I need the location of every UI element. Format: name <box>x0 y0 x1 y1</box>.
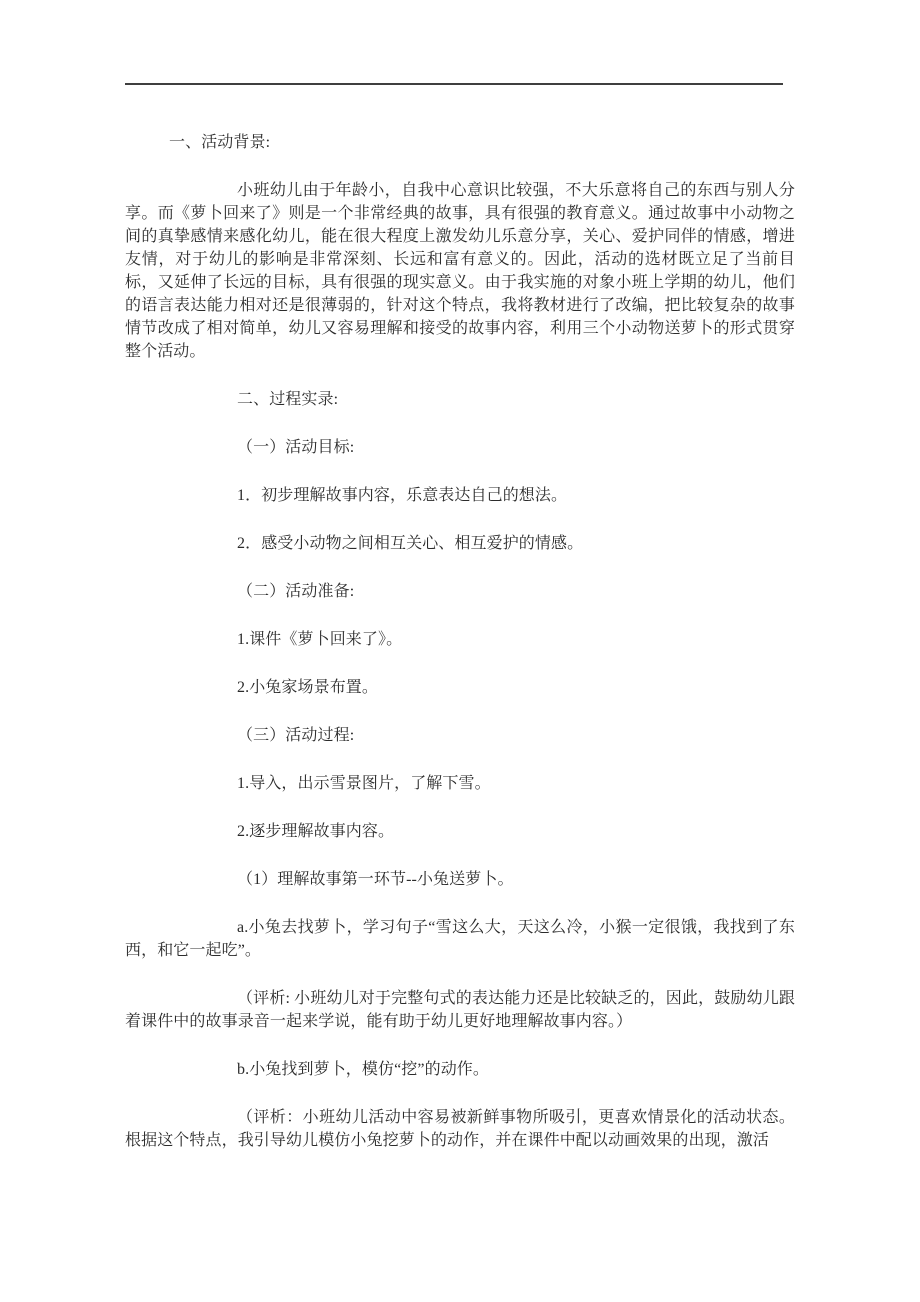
item-step-a: a.小兔去找萝卜，学习句子“雪这么大，天这么冷，小猴一定很饿，我找到了东西，和它一起吃”。 <box>125 919 795 959</box>
heading-activity-goals: （一）活动目标: <box>237 439 355 456</box>
para-commentary-2: （评析：小班幼儿活动中容易被新鲜事物所吸引，更喜欢情景化的活动状态。根据这个特点，我引导幼儿模仿小兔挖萝卜的动作，并在课件中配以动画效果的出现，激活 <box>125 1109 795 1149</box>
document-body <box>125 131 795 1177</box>
heading-activity-process: （三）活动过程: <box>237 727 355 744</box>
item-process-2: 2.逐步理解故事内容。 <box>237 823 395 840</box>
item-goal-2: 2．感受小动物之间相互关心、相互爱护的情感。 <box>237 535 584 552</box>
header-rule <box>125 83 783 85</box>
para-commentary-1: （评析: 小班幼儿对于完整句式的表达能力还是比较缺乏的，因此，鼓励幼儿跟着课件中的故事录音一起来学说，能有助于幼儿更好地理解故事内容。） <box>125 990 795 1030</box>
item-preparation-1: 1.课件《萝卜回来了》。 <box>237 631 403 648</box>
heading-activity-preparation: （二）活动准备: <box>237 583 355 600</box>
item-goal-1: 1．初步理解故事内容，乐意表达自己的想法。 <box>237 487 568 504</box>
heading-process-record: 二、过程实录: <box>237 391 339 408</box>
item-preparation-2: 2.小兔家场景布置。 <box>237 679 379 696</box>
heading-activity-background: 一、活动背景: <box>169 134 271 151</box>
item-process-1: 1.导入，出示雪景图片，了解下雪。 <box>237 775 491 792</box>
para-activity-background-body: 小班幼儿由于年龄小，自我中心意识比较强，不大乐意将自己的东西与别人分享。而《萝卜回来了》则是一个非常经典的故事，具有很强的教育意义。通过故事中小动物之间的真挚感情来感化幼儿，能在很大程度上激发幼儿乐意分享，关心、爱护同伴的情感，增进友情，对于幼儿的影响是非常深刻、长远和富有意义的。因此，活动的选材既立足了当前目标，又延伸了长远的目标，具有很强的现实意义。由于我实施的对象小班上学期的幼儿，他们的语言表达能力相对还是很薄弱的，针对这个特点，我将教材进行了改编，把比较复杂的故事情节改成了相对简单，幼儿又容易理解和接受的故事内容，利用三个小动物送萝卜的形式贯穿整个活动。 <box>125 182 795 360</box>
item-process-2-1: （1）理解故事第一环节--小兔送萝卜。 <box>237 871 514 888</box>
item-step-b: b.小兔找到萝卜，模仿“挖”的动作。 <box>237 1061 490 1078</box>
